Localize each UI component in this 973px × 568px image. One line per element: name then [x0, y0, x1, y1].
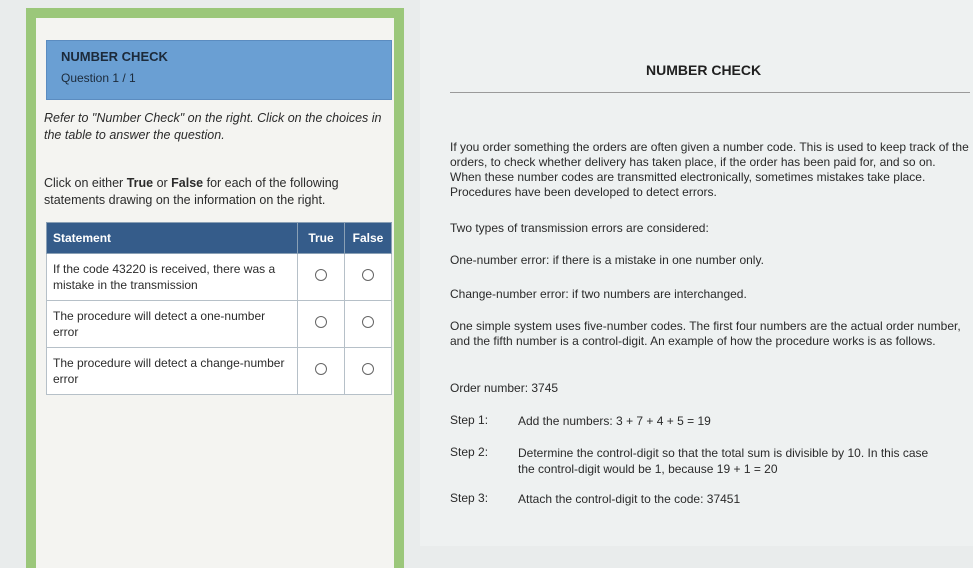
- statement-cell: The procedure will detect a change-number error: [47, 348, 298, 395]
- table-row: [47, 348, 392, 395]
- step-3-label: Step 3:: [450, 491, 489, 505]
- header-statement: Statement: [47, 223, 298, 254]
- table-header-row: [47, 223, 392, 254]
- stimulus-paragraph-change-number: Change-number error: if two numbers are interchanged.: [450, 287, 747, 301]
- true-radio[interactable]: [315, 269, 327, 281]
- stimulus-paragraph-intro: If you order something the orders are often given a number code. This is used to keep track of the orders, to check whether delivery has taken place, if the order has been paid for, and so on. When these number codes are transmitted electronically, sometimes mistakes take place. Procedures have been developed to detect errors.: [450, 140, 969, 199]
- true-radio[interactable]: [315, 316, 327, 328]
- title-divider: [450, 92, 970, 93]
- stimulus-paragraph-one-number: One-number error: if there is a mistake in one number only.: [450, 253, 764, 267]
- answer-table: [46, 222, 392, 395]
- statement-cell: If the code 43220 is received, there was a mistake in the transmission: [47, 254, 298, 301]
- step-3-text: Attach the control-digit to the code: 37451: [518, 492, 741, 506]
- false-radio[interactable]: [362, 316, 374, 328]
- stimulus-paragraph-system: One simple system uses five-number codes. The first four numbers are the actual order number, and the fifth number is a control-digit. An example of how the procedure works is as follows.: [450, 319, 961, 348]
- table-row: [47, 301, 392, 348]
- false-radio[interactable]: [362, 269, 374, 281]
- instruction-italic: Refer to "Number Check" on the right. Click on the choices in the table to answer the question.: [44, 111, 382, 142]
- false-radio-cell[interactable]: [345, 301, 392, 348]
- header-true: True: [298, 223, 345, 254]
- question-number: Question 1 / 1: [61, 71, 136, 85]
- instruction-true-word: True: [126, 176, 154, 190]
- header-false: False: [345, 223, 392, 254]
- instruction-pre: Click on either: [44, 176, 127, 190]
- order-number: Order number: 3745: [450, 381, 559, 395]
- false-radio-cell[interactable]: [345, 254, 392, 301]
- statement-cell: The procedure will detect a one-number error: [47, 301, 298, 348]
- step-1-label: Step 1:: [450, 413, 489, 427]
- instruction-post: for each of the following statements drawing on the information on the right.: [44, 176, 339, 207]
- stimulus-panel: [420, 0, 973, 546]
- step-1-text: Add the numbers: 3 + 7 + 4 + 5 = 19: [518, 414, 711, 428]
- stimulus-title: NUMBER CHECK: [646, 62, 762, 78]
- false-radio-cell[interactable]: [345, 348, 392, 395]
- step-2-text: Determine the control-digit so that the total sum is divisible by 10. In this case the control-digit would be 1, because 19 + 1 = 20: [518, 446, 929, 476]
- true-radio-cell[interactable]: [298, 254, 345, 301]
- table-row: [47, 254, 392, 301]
- true-radio[interactable]: [315, 363, 327, 375]
- false-radio[interactable]: [362, 363, 374, 375]
- question-panel: [26, 8, 404, 568]
- true-radio-cell[interactable]: [298, 301, 345, 348]
- instruction-mid: or: [153, 176, 172, 190]
- question-header: [46, 40, 392, 100]
- instruction-text: [44, 175, 389, 209]
- instruction-false-word: False: [171, 176, 204, 190]
- true-radio-cell[interactable]: [298, 348, 345, 395]
- stimulus-paragraph-types: Two types of transmission errors are considered:: [450, 221, 709, 235]
- unit-title: NUMBER CHECK: [61, 49, 168, 64]
- step-2-label: Step 2:: [450, 445, 489, 459]
